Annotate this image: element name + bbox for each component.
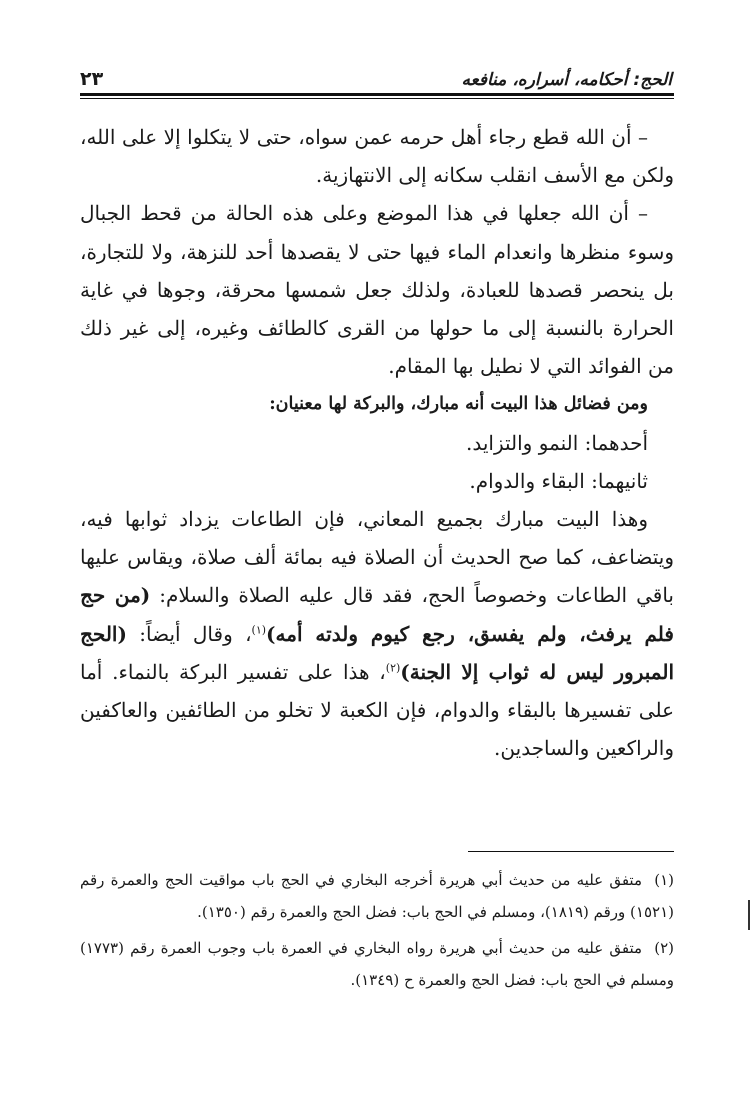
paragraph-6-part-b: ، وقال أيضاً: bbox=[126, 621, 252, 646]
header-rule-thick bbox=[80, 93, 674, 96]
footnote-text: متفق عليه من حديث أبي هريرة رواه البخاري في العمرة باب وجوب العمرة رقم (١٧٧٣) ومسلم في الحج باب: فضل الحج والعمرة ح (١٣٤٩). bbox=[80, 939, 674, 989]
paragraph-6-part-c: ، هذا على تفسير البركة بالنماء. أما على تفسيرها بالبقاء والدوام، فإن الكعبة لا تخلو من الطائفين والعاكفين والراكعين والساجدين. bbox=[80, 659, 674, 761]
footnote-number: (٢) bbox=[654, 939, 674, 957]
paragraph-2: – أن الله جعلها في هذا الموضع وعلى هذه الحالة من قحط الجبال وسوء منظرها وانعدام الماء فيها حتى لا يقصدها أحد للنزهة، ولا للتجارة، بل ينحصر قصدها للعبادة، ولذلك جعل شمسها محرقة، وجوها في غاية الحرارة بالنسبة إلى ما حولها من القرى كالطائف وغيره، إلى غير ذلك من الفوائد التي لا نطيل بها المقام. bbox=[80, 201, 674, 379]
footnote-separator bbox=[468, 851, 674, 852]
paragraph-1: – أن الله قطع رجاء أهل حرمه عمن سواه، حتى لا يتكلوا إلا على الله، ولكن مع الأسف انقلب سكانه إلى الانتهازية. bbox=[80, 125, 674, 188]
footnote-1 bbox=[80, 864, 674, 928]
page-header bbox=[80, 60, 672, 90]
scan-edge-mark bbox=[748, 900, 750, 930]
page-number: ٢٣ bbox=[80, 68, 104, 90]
header-rule-thin bbox=[80, 98, 674, 99]
hadith-quote-1: (من حج فلم يرفث، ولم يفسق، رجع كيوم ولدته أمه) bbox=[80, 583, 674, 646]
paragraph-3-heading: ومن فضائل هذا البيت أنه مبارك، والبركة لها معنيان: bbox=[269, 394, 648, 415]
running-title: الحج: أحكامه، أسراره، منافعه bbox=[461, 70, 672, 90]
footnotes bbox=[80, 864, 674, 1000]
paragraph-4: أحدهما: النمو والتزايد. bbox=[465, 430, 648, 455]
footnote-ref-2[interactable]: (٢) bbox=[385, 661, 401, 675]
footnote-2 bbox=[80, 932, 674, 996]
hadith-quote-2: (الحج المبرور ليس له ثواب إلا الجنة) bbox=[80, 621, 674, 684]
paragraph-6 bbox=[80, 500, 674, 767]
paragraph-5: ثانيهما: البقاء والدوام. bbox=[469, 468, 648, 493]
main-text bbox=[80, 118, 674, 767]
footnote-number: (١) bbox=[654, 871, 674, 889]
paragraph-6-part-a: وهذا البيت مبارك بجميع المعاني، فإن الطاعات يزداد ثوابها فيه، ويتضاعف، كما صح الحديث أن الصلاة فيه بمائة ألف صلاة، ويقاس عليها باقي الطاعات وخصوصاً الحج، فقد قال عليه الصلاة والسلام: bbox=[80, 507, 674, 608]
footnote-text: متفق عليه من حديث أبي هريرة أخرجه البخاري في الحج باب مواقيت الحج والعمرة رقم (١٥٢١) ورقم (١٨١٩)، ومسلم في الحج باب: فضل الحج والعمرة رقم (١٣٥٠). bbox=[80, 871, 674, 921]
footnote-ref-1[interactable]: (١) bbox=[251, 622, 267, 636]
